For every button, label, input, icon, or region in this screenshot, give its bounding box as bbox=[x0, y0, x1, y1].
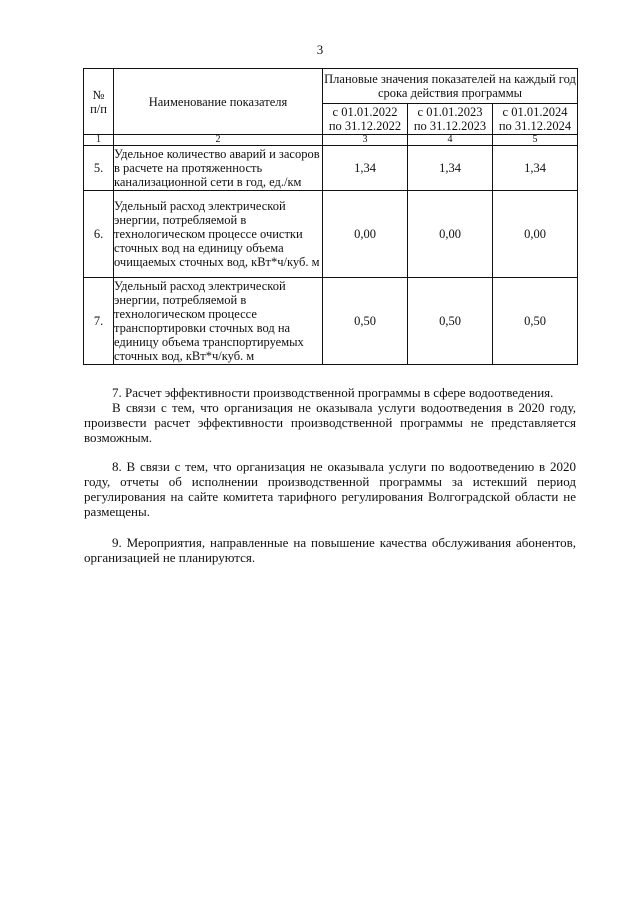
row-value-2024: 1,34 bbox=[493, 146, 578, 191]
column-index-row bbox=[84, 135, 578, 146]
paragraph-9 bbox=[84, 535, 576, 565]
row-value-2022: 0,00 bbox=[323, 191, 408, 278]
column-index: 1 bbox=[84, 135, 114, 146]
column-index: 4 bbox=[408, 135, 493, 146]
column-index: 5 bbox=[493, 135, 578, 146]
row-value-2024: 0,50 bbox=[493, 278, 578, 365]
row-indicator-name: Удельный расход электрической энергии, потребляемой в технологическом процессе транспортировки сточных вод на единицу объема транспортируемых сточных вод, кВт*ч/куб. м bbox=[114, 278, 323, 365]
row-indicator-name: Удельный расход электрической энергии, потребляемой в технологическом процессе очистки сточных вод на единицу объема очищаемых сточных вод, кВт*ч/куб. м bbox=[114, 191, 323, 278]
row-value-2023: 1,34 bbox=[408, 146, 493, 191]
paragraph-8 bbox=[84, 459, 576, 519]
row-number: 7. bbox=[84, 278, 114, 365]
header-indicator-name: Наименование показателя bbox=[114, 69, 323, 135]
table-row bbox=[84, 146, 578, 191]
header-planned-values: Плановые значения показателей на каждый год срока действия программы bbox=[323, 69, 578, 104]
table-row bbox=[84, 278, 578, 365]
paragraph-7-title: 7. Расчет эффективности производственной программы в сфере водоотведения. bbox=[112, 385, 554, 400]
row-value-2023: 0,50 bbox=[408, 278, 493, 365]
row-value-2022: 1,34 bbox=[323, 146, 408, 191]
table-header-row bbox=[84, 69, 578, 104]
paragraph-9-text: 9. Мероприятия, направленные на повышение качества обслуживания абонентов, организацией не планируются. bbox=[84, 535, 576, 565]
paragraph-8-text: 8. В связи с тем, что организация не оказывала услуги по водоотведению в 2020 году, отчеты об исполнении производственной программы за истекший период регулирования на сайте комитета тарифного регулирования Волгоградской области не размещены. bbox=[84, 459, 576, 519]
table-row bbox=[84, 191, 578, 278]
paragraph-7-body: В связи с тем, что организация не оказывала услуги водоотведения в 2020 году, произвести расчет эффективности производственной программы не представляется возможным. bbox=[84, 400, 576, 445]
header-number: № п/п bbox=[84, 69, 114, 135]
indicators-table bbox=[83, 68, 578, 365]
header-period-2024: с 01.01.2024 по 31.12.2024 bbox=[493, 104, 578, 135]
row-value-2023: 0,00 bbox=[408, 191, 493, 278]
header-period-2022: с 01.01.2022 по 31.12.2022 bbox=[323, 104, 408, 135]
row-number: 5. bbox=[84, 146, 114, 191]
row-number: 6. bbox=[84, 191, 114, 278]
row-value-2022: 0,50 bbox=[323, 278, 408, 365]
header-period-2023: с 01.01.2023 по 31.12.2023 bbox=[408, 104, 493, 135]
row-indicator-name: Удельное количество аварий и засоров в расчете на протяженность канализационной сети в год, ед./км bbox=[114, 146, 323, 191]
paragraph-7 bbox=[84, 385, 576, 445]
column-index: 2 bbox=[114, 135, 323, 146]
row-value-2024: 0,00 bbox=[493, 191, 578, 278]
page-number: 3 bbox=[316, 42, 324, 57]
column-index: 3 bbox=[323, 135, 408, 146]
